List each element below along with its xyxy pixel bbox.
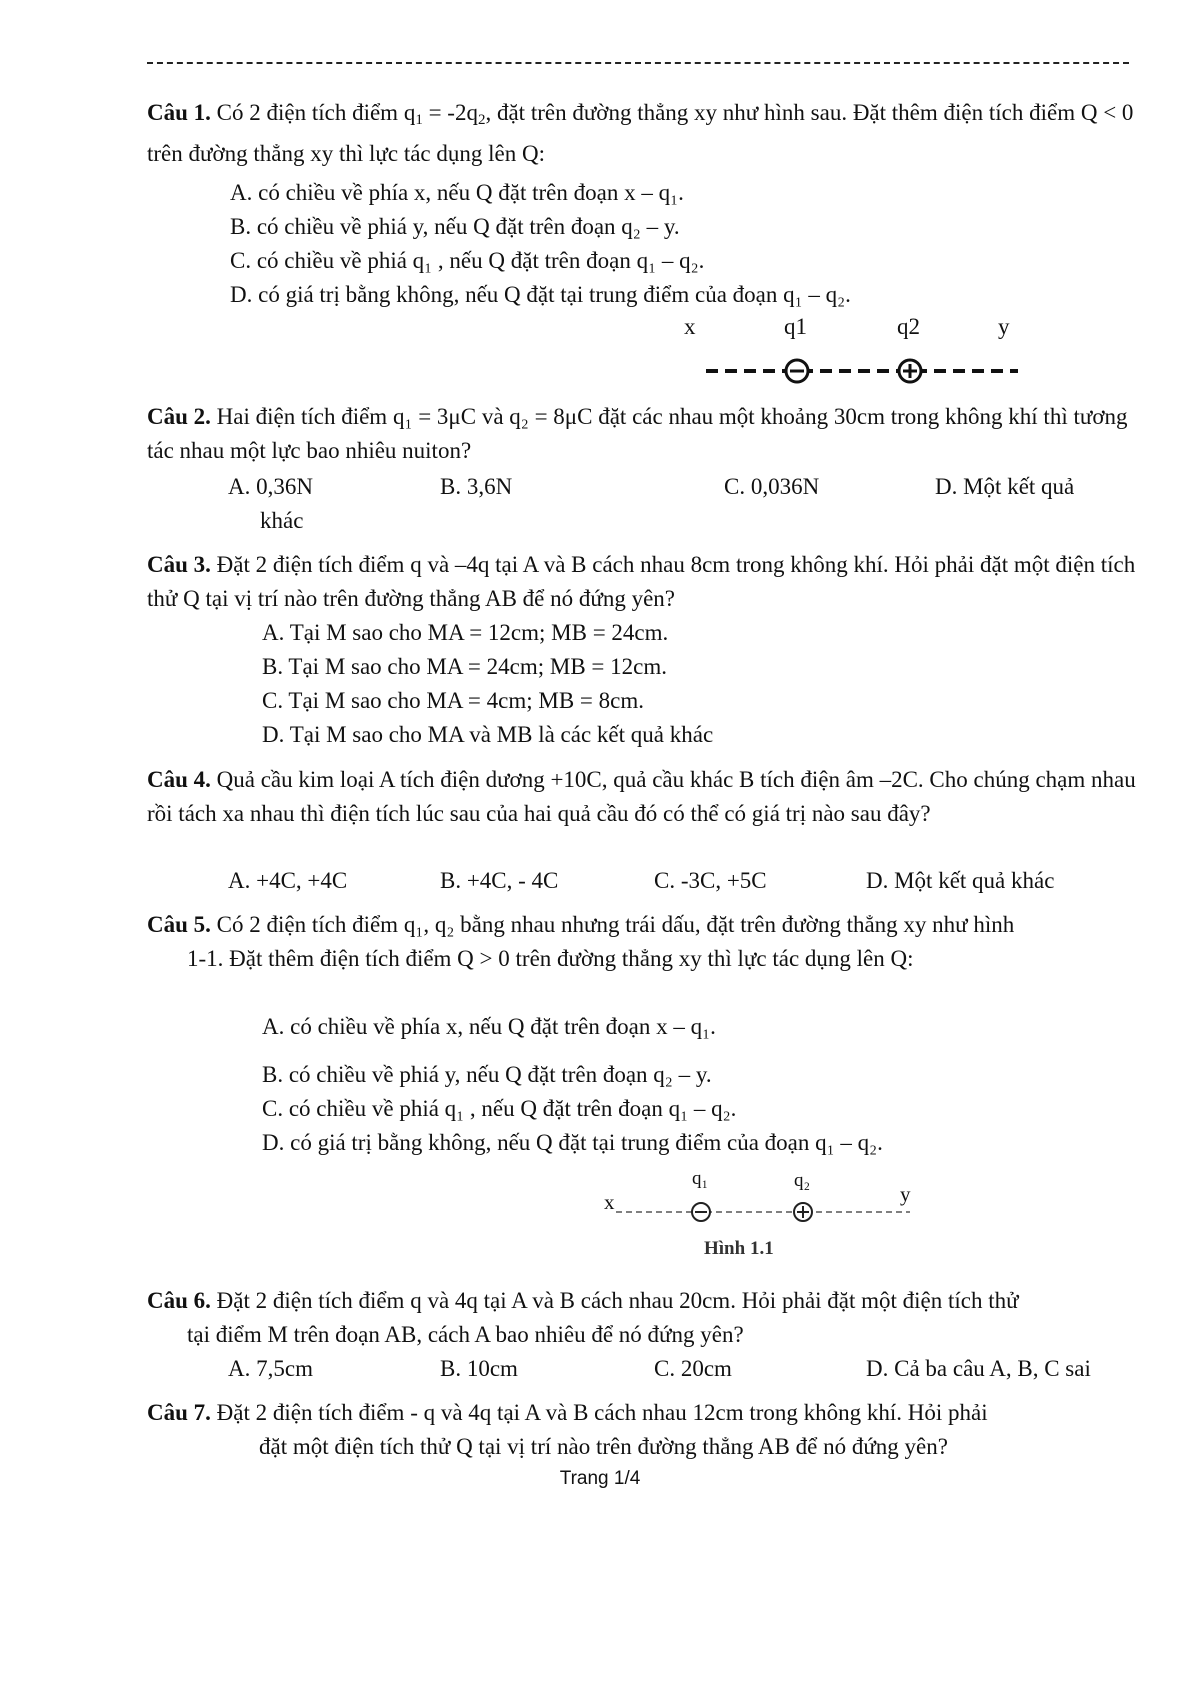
question-6-option-b: B. 10cm <box>440 1356 518 1381</box>
figure-2-label-q1: q₁ <box>692 1168 709 1189</box>
question-3-option-d: D. Tại M sao cho MA và MB là các kết quả khác <box>262 722 714 747</box>
figure-2-caption: Hình 1.1 <box>704 1238 774 1259</box>
question-1-option-a: A. có chiều về phía x, nếu Q đặt trên đoạn x – q₁. <box>230 180 684 205</box>
question-4-option-a: A. +4C, +4C <box>228 868 348 893</box>
question-3-option-b: B. Tại M sao cho MA = 24cm; MB = 12cm. <box>262 654 668 679</box>
figure-2-label-q2: q₂ <box>794 1170 811 1191</box>
question-2-option-a: A. 0,36N <box>228 474 313 499</box>
question-2-option-c: C. 0,036N <box>724 474 820 499</box>
question-6: Câu 6. Đặt 2 điện tích điểm q và 4q tại A và B cách nhau 20cm. Hỏi phải đặt một điện tích thử tại điểm M trên đoạn AB, cách A bao nhiêu để nó đứng yên? <box>147 1288 1019 1347</box>
question-1-option-c: C. có chiều về phiá q₁ , nếu Q đặt trên đoạn q₁ – q₂. <box>230 248 705 273</box>
question-7-label: Câu 7. <box>147 1400 211 1425</box>
question-5-label: Câu 5. <box>147 912 211 937</box>
question-6-option-a: A. 7,5cm <box>228 1356 313 1381</box>
question-4-option-b: B. +4C, - 4C <box>440 868 559 893</box>
question-2-label: Câu 2. <box>147 404 211 429</box>
question-1: Câu 1. Có 2 điện tích điểm $q_1 = -2q_2$, đặt trên đường thẳng xy như hình sau. Đặt thêm điện tích điểm Q < 0 trên đường thẳng xy thì lực tác dụng lên Q: <box>147 100 1134 166</box>
question-1-option-b: B. có chiều về phiá y, nếu Q đặt trên đoạn q₂ – y. <box>230 214 680 239</box>
question-5-option-b: B. có chiều về phiá y, nếu Q đặt trên đoạn q₂ – y. <box>262 1062 712 1087</box>
figure-1-label-q1: q1 <box>784 314 807 339</box>
question-5-option-a: A. có chiều về phía x, nếu Q đặt trên đoạn x – q₁. <box>262 1014 716 1039</box>
question-1-option-d: D. có giá trị bằng không, nếu Q đặt tại trung điểm của đoạn q₁ – q₂. <box>230 282 851 307</box>
question-6-option-d: D. Cả ba câu A, B, C sai <box>866 1356 1091 1381</box>
question-2-option-d: D. Một kết quả <box>935 474 1075 499</box>
question-3-option-c: C. Tại M sao cho MA = 4cm; MB = 8cm. <box>262 688 645 713</box>
figure-2-label-y: y <box>900 1182 911 1206</box>
question-7: Câu 7. Đặt 2 điện tích điểm - q và 4q tại A và B cách nhau 12cm trong không khí. Hỏi phải đặt một điện tích thử Q tại vị trí nào trên đường thẳng AB để nó đứng yên? <box>147 1400 988 1459</box>
question-6-label: Câu 6. <box>147 1288 211 1313</box>
question-4-label: Câu 4. <box>147 767 211 792</box>
figure-1-label-y: y <box>998 314 1010 339</box>
question-4-option-c: C. -3C, +5C <box>654 868 767 893</box>
figure-1-label-q2: q2 <box>897 314 920 339</box>
question-3: Câu 3. Đặt 2 điện tích điểm q và –4q tại A và B cách nhau 8cm trong không khí. Hỏi phải đặt một điện tích thử Q tại vị trí nào trên đường thẳng AB để nó đứng yên? <box>147 552 1136 611</box>
question-3-label: Câu 3. <box>147 552 211 577</box>
question-3-option-a: A. Tại M sao cho MA = 12cm; MB = 24cm. <box>262 620 669 645</box>
page-number: Trang 1/4 <box>559 1468 641 1489</box>
question-5-option-c: C. có chiều về phiá q₁ , nếu Q đặt trên đoạn q₁ – q₂. <box>262 1096 737 1121</box>
question-5: Câu 5. Có 2 điện tích điểm q₁, q₂ bằng nhau nhưng trái dấu, đặt trên đường thẳng xy như hình 1-1. Đặt thêm điện tích điểm Q > 0 trên đường thẳng xy thì lực tác dụng lên Q: <box>147 912 1015 971</box>
question-4-option-d: D. Một kết quả khác <box>866 868 1055 893</box>
question-6-option-c: C. 20cm <box>654 1356 732 1381</box>
question-2-option-b: B. 3,6N <box>440 474 513 499</box>
figure-2-label-x: x <box>604 1190 615 1214</box>
question-2-option-d-wrap: khác <box>260 508 304 533</box>
figure-1-label-x: x <box>684 314 696 339</box>
positive-charge-icon <box>794 1203 812 1221</box>
question-5-option-d: D. có giá trị bằng không, nếu Q đặt tại trung điểm của đoạn q₁ – q₂. <box>262 1130 883 1155</box>
question-1-label: Câu 1. <box>147 100 211 125</box>
question-2: Câu 2. Hai điện tích điểm q₁ = 3μC và q₂ = 8μC đặt các nhau một khoảng 30cm trong không khí thì tương tác nhau một lực bao nhiêu nuiton? <box>147 404 1128 463</box>
question-4: Câu 4. Quả cầu kim loại A tích điện dương +10C, quả cầu khác B tích điện âm –2C. Cho chúng chạm nhau rồi tách xa nhau thì điện tích lúc sau của hai quả cầu đó có thể có giá trị nào sau đây? <box>147 767 1136 826</box>
negative-charge-icon <box>692 1203 710 1221</box>
